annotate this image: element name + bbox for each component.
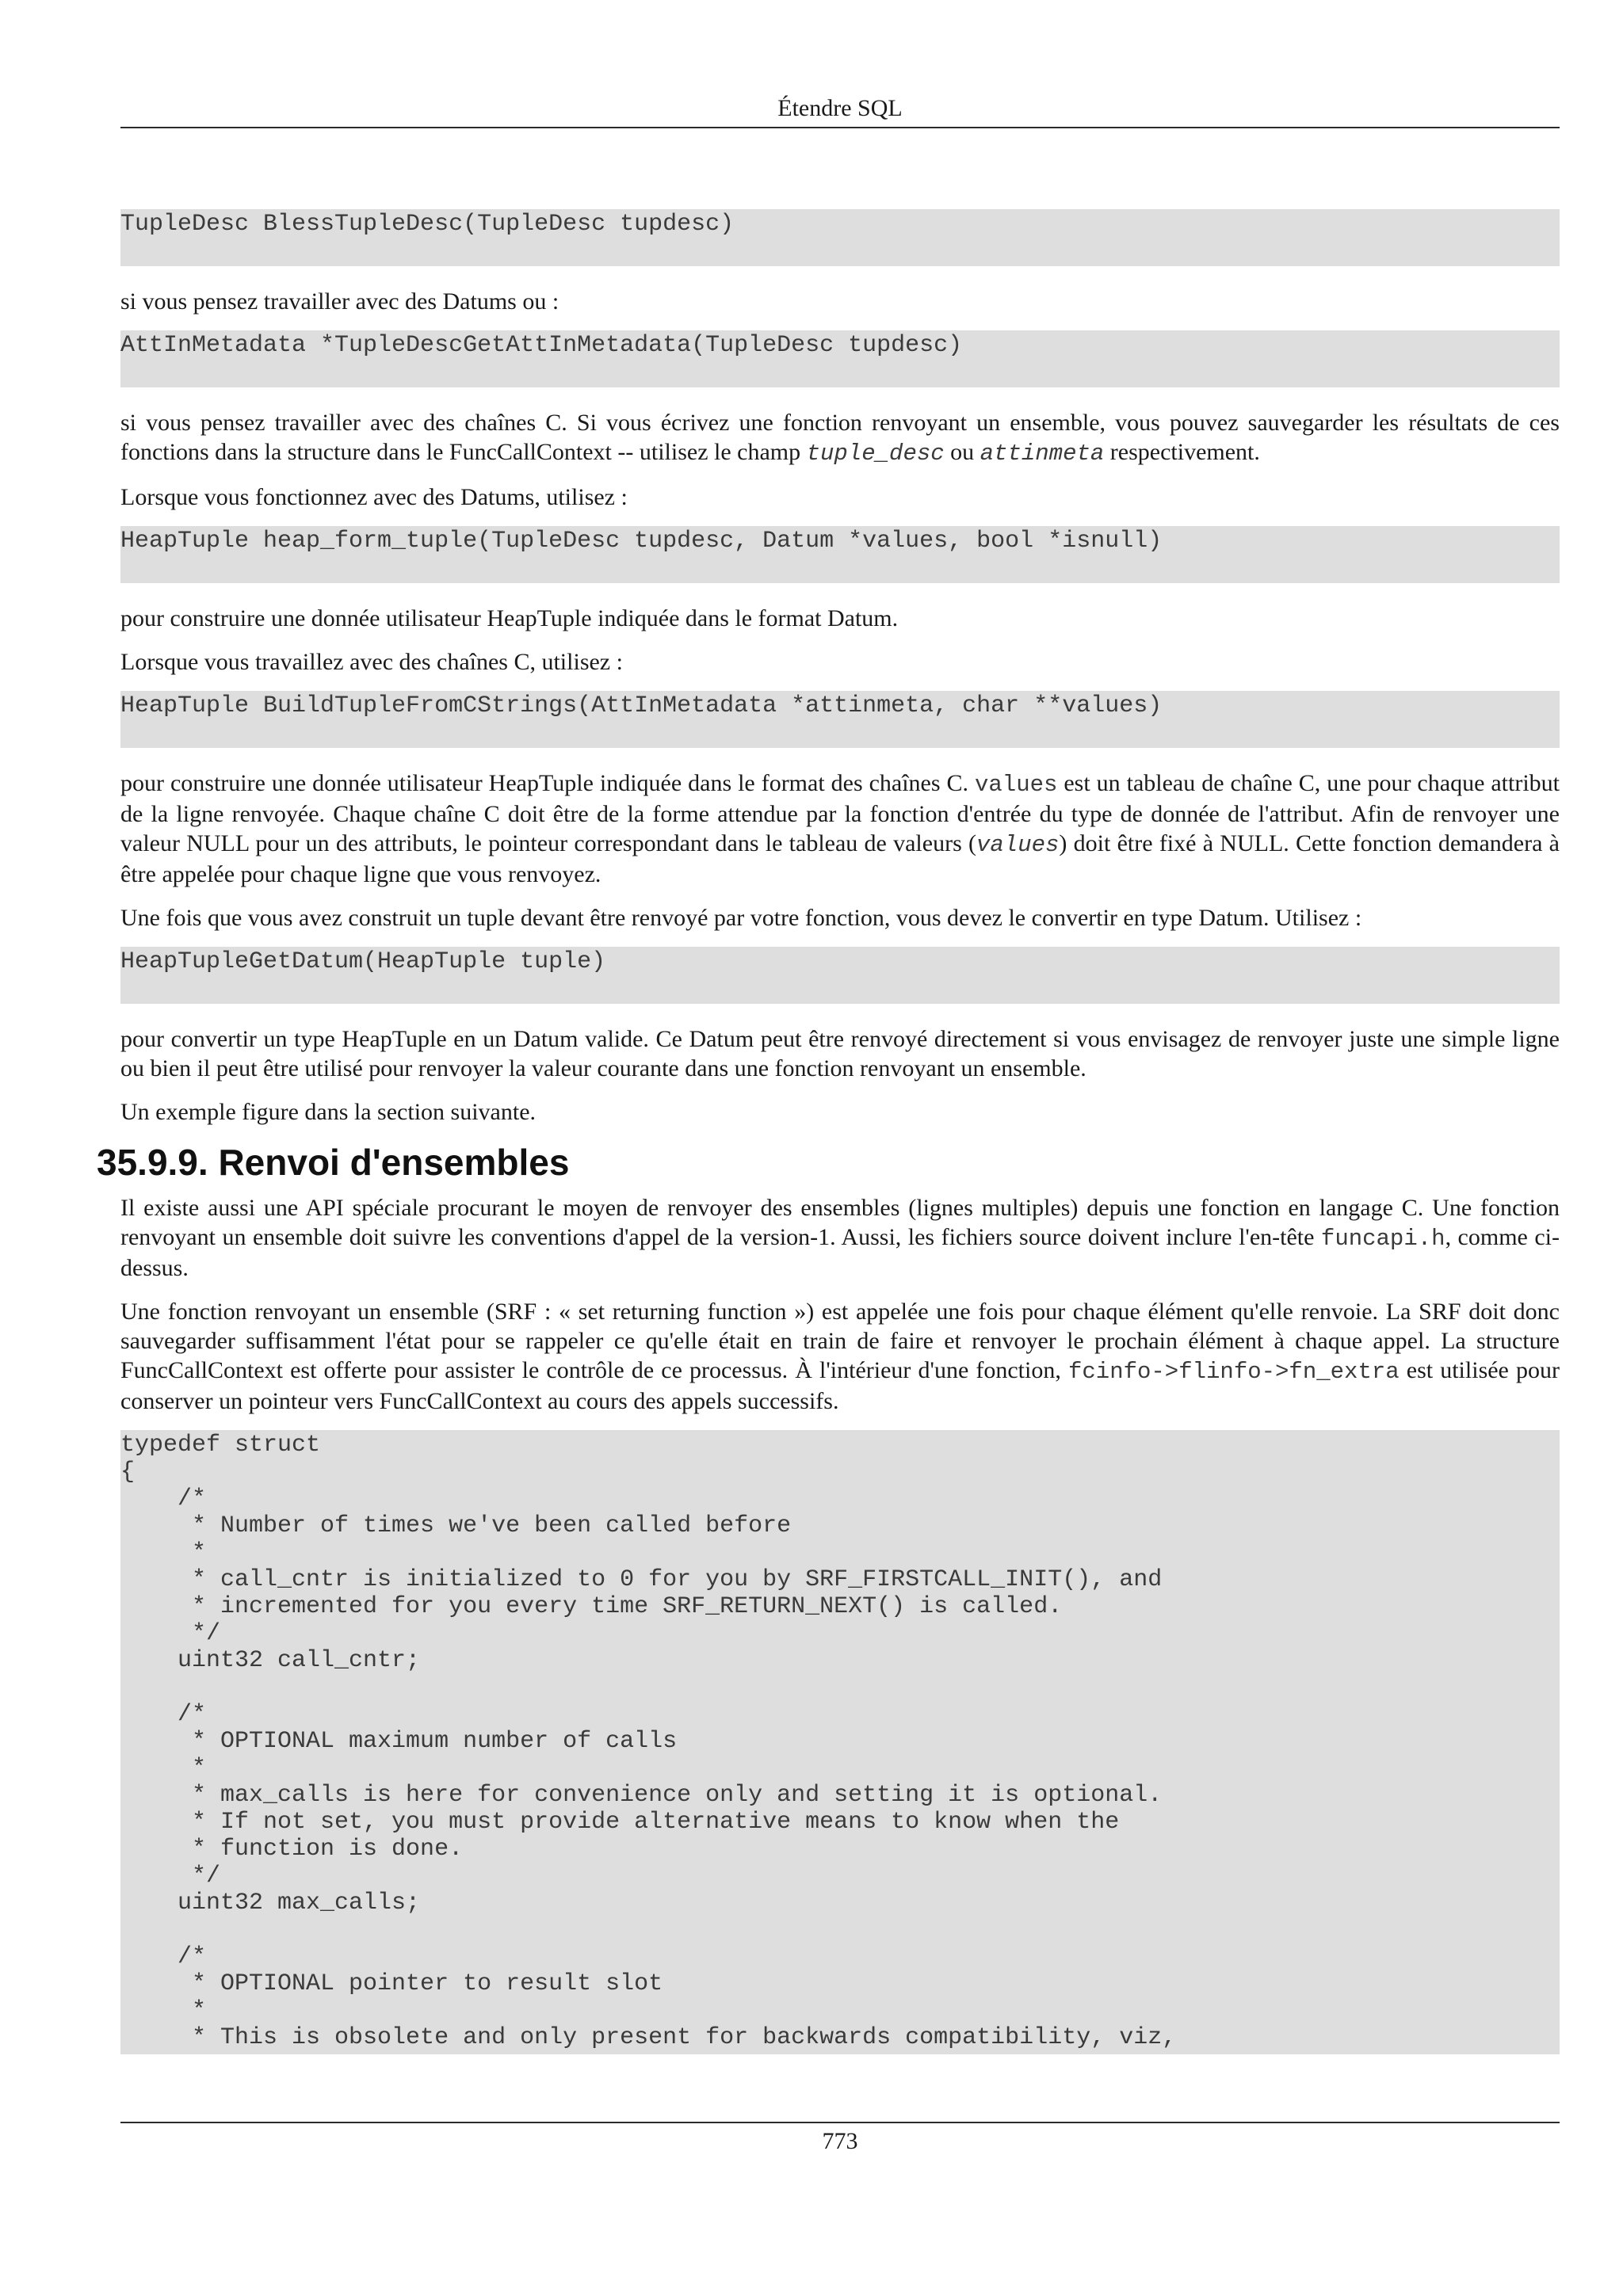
code-block-attinmetadata: AttInMetadata *TupleDescGetAttInMetadata(TupleDesc tupdesc) bbox=[120, 330, 1560, 387]
code-block-heap-form-tuple: HeapTuple heap_form_tuple(TupleDesc tupdesc, Datum *values, bool *isnull) bbox=[120, 526, 1560, 583]
text-run: respectivement. bbox=[1104, 439, 1260, 465]
code-block-heaptuple-get-datum: HeapTupleGetDatum(HeapTuple tuple) bbox=[120, 947, 1560, 1004]
header-rule bbox=[120, 127, 1560, 128]
inline-code-attinmeta: attinmeta bbox=[980, 441, 1105, 467]
footer-rule bbox=[120, 2122, 1560, 2123]
paragraph-convert-datum: Une fois que vous avez construit un tuple devant être renvoyé par votre fonction, vous devez le convertir en type Datum. Utilisez : bbox=[120, 905, 1362, 931]
section-heading: 35.9.9. Renvoi d'ensembles bbox=[97, 1142, 570, 1183]
text-run: Il existe aussi une API spéciale procurant le moyen de renvoyer des ensembles (lignes multiples) depuis une fonction en langage C. Une fonction renvoyant un ensemble doit suivre les conventions d'appel de la version-1. Aussi, les fichiers source doivent inclure l'en-tête bbox=[120, 1195, 1560, 1250]
paragraph-with-c-strings: Lorsque vous travaillez avec des chaînes C, utilisez : bbox=[120, 649, 623, 675]
code-listing-funccallcontext: typedef struct { /* * Number of times we've been called before * * call_cntr is initialized to 0 for you by SRF_FIRSTCALL_INIT(), and * incremented for you every time SRF_RETURN_NEXT() is called. */ uint32 call_cntr; /* * OPTIONAL maximum number of calls * * max_calls is here for convenience only and setting it is optional. * If not set, you must provide alternative means to know when the * function is done. */ uint32 max_calls; /* * OPTIONAL pointer to result slot * * This is obsolete and only present for backwards compatibility, viz, bbox=[120, 1430, 1560, 2054]
page-content bbox=[97, 209, 1560, 2054]
paragraph-valid-datum: pour convertir un type HeapTuple en un Datum valide. Ce Datum peut être renvoyé directement si vous envisagez de renvoyer juste une simple ligne ou bien il peut être utilisé pour renvoyer la valeur courante dans une fonction renvoyant un ensemble. bbox=[120, 1026, 1560, 1081]
paragraph-srf-description bbox=[120, 1297, 1560, 1416]
code-block-build-tuple-from-cstrings: HeapTuple BuildTupleFromCStrings(AttInMetadata *attinmeta, char **values) bbox=[120, 691, 1560, 748]
text-run: est utilisée pour conserver un pointeur vers FuncCallContext au cours des appels successifs. bbox=[120, 1357, 1560, 1414]
paragraph-c-strings bbox=[120, 408, 1560, 468]
text-run: ) doit être fixé à NULL. Cette fonction demandera à être appelée pour chaque ligne que vous renvoyez. bbox=[120, 830, 1560, 887]
page-number: 773 bbox=[822, 2128, 858, 2154]
code-block-bless-tupledesc: TupleDesc BlessTupleDesc(TupleDesc tupdesc) bbox=[120, 209, 1560, 266]
paragraph-with-datums: Lorsque vous fonctionnez avec des Datums, utilisez : bbox=[120, 484, 628, 510]
text-run: ou bbox=[944, 439, 980, 465]
inline-code-fn-extra: fcinfo->flinfo->fn_extra bbox=[1067, 1359, 1400, 1385]
paragraph-build-heaptuple-datum: pour construire une donnée utilisateur HeapTuple indiquée dans le format Datum. bbox=[120, 605, 899, 631]
paragraph-srf-api bbox=[120, 1193, 1560, 1283]
text-run: Une fonction renvoyant un ensemble (SRF : « set returning function ») est appelée une fois pour chaque élément qu'elle renvoie. La SRF doit donc sauvegarder suffisamment l'état pour se rappeler ce qu'elle était en train de faire et renvoyer le prochain élément à chaque appel. La structure FuncCallContext est offerte pour assister le contrôle de ce processus. À l'intérieur d'une fonction, bbox=[120, 1299, 1560, 1383]
text-run: si vous pensez travailler avec des chaînes C. Si vous écrivez une fonction renvoyant un ensemble, vous pouvez sauvegarder les résultats de ces fonctions dans la structure dans le FuncCallContext -- utilisez le champ bbox=[120, 410, 1560, 465]
text-run: , comme ci-dessus. bbox=[120, 1224, 1560, 1281]
inline-code-tuple-desc: tuple_desc bbox=[806, 441, 945, 467]
inline-code-values: values bbox=[974, 772, 1058, 798]
text-run: est un tableau de chaîne C, une pour chaque attribut de la ligne renvoyée. Chaque chaîne C doit être de la forme attendue par la fonction d'entrée du type de donnée de l'attribut. Afin de renvoyer une valeur NULL pour un des attributs, le pointeur correspondant dans le tableau de valeurs ( bbox=[120, 770, 1560, 856]
inline-code-values-italic: values bbox=[976, 832, 1060, 858]
paragraph-values-array bbox=[120, 769, 1560, 889]
paragraph-example-next-section: Un exemple figure dans la section suivante. bbox=[120, 1099, 537, 1125]
inline-code-funcapi: funcapi.h bbox=[1320, 1226, 1445, 1252]
running-header: Étendre SQL bbox=[777, 95, 903, 121]
text-run: pour construire une donnée utilisateur HeapTuple indiquée dans le format des chaînes C. bbox=[120, 770, 975, 796]
paragraph-datums: si vous pensez travailler avec des Datums ou : bbox=[120, 288, 559, 315]
